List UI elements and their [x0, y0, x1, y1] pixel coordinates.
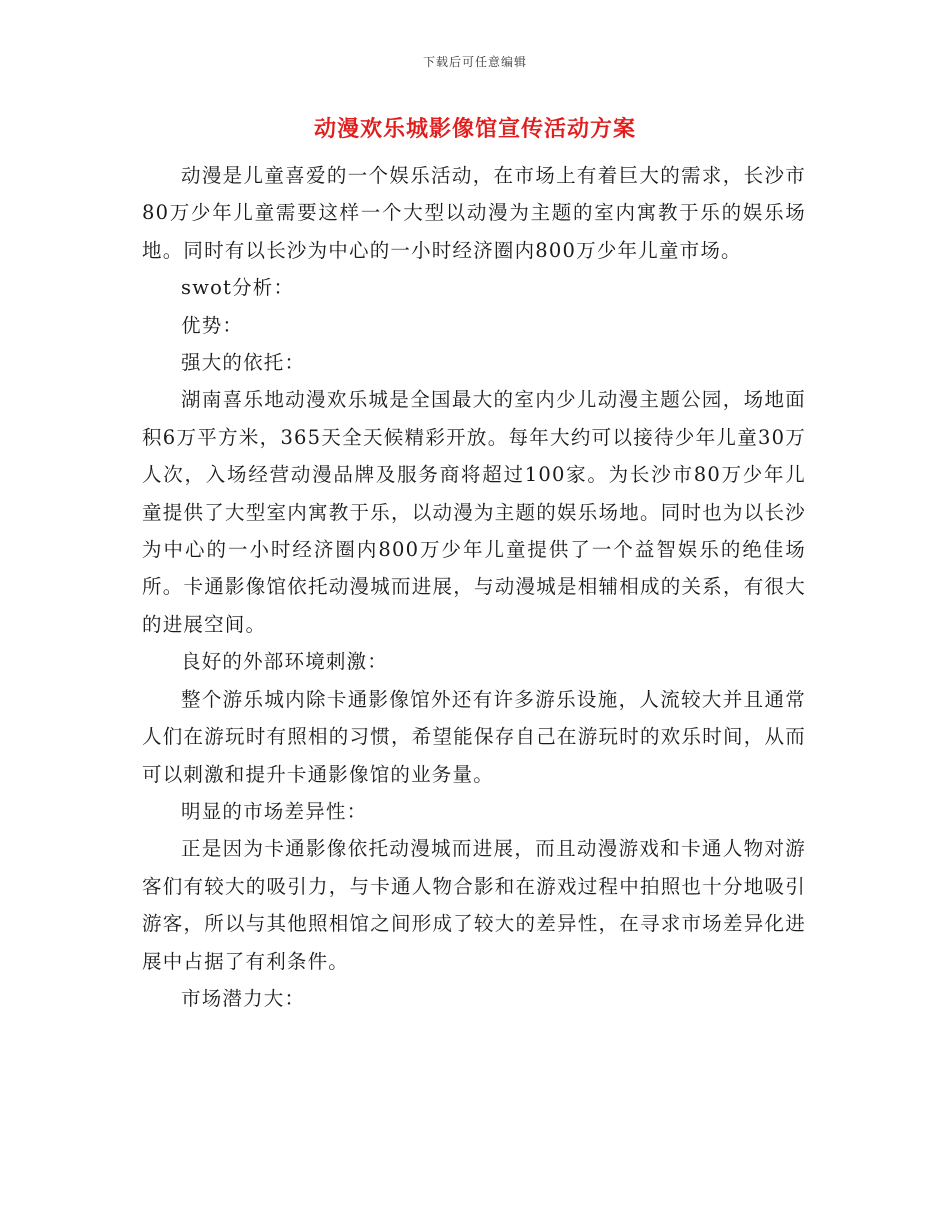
paragraph-difference-body: 正是因为卡通影像依托动漫城而进展，而且动漫游戏和卡通人物对游客们有较大的吸引力，与卡通人物合影和在游戏过程中拍照也十分地吸引游客，所以与其他照相馆之间形成了较大的差异性，在寻求市场差异化进展中占据了有利条件。 — [142, 837, 806, 973]
document-body — [142, 157, 806, 1017]
paragraph-difference-heading: 明显的市场差异性： — [181, 799, 368, 823]
paragraph-support-body: 湖南喜乐地动漫欢乐城是全国最大的室内少儿动漫主题公园，场地面积6万平方米，365天全天候精彩开放。每年大约可以接待少年儿童30万人次，入场经营动漫品牌及服务商将超过100家。为长沙市80万少年儿童提供了大型室内寓教于乐，以动漫为主题的娱乐场地。同时也为以长沙为中心的一小时经济圈内800万少年儿童提供了一个益智娱乐的绝佳场所。卡通影像馆依托动漫城而进展，与动漫城是相辅相成的关系，有很大的进展空间。 — [142, 388, 806, 636]
document-title: 动漫欢乐城影像馆宣传活动方案 — [313, 116, 636, 142]
paragraph-potential-heading: 市场潜力大： — [181, 986, 306, 1010]
paragraph-support-heading: 强大的依托： — [181, 351, 306, 375]
paragraph-strengths-heading: 优势： — [181, 313, 244, 337]
paragraph-environment-body: 整个游乐城内除卡通影像馆外还有许多游乐设施，人流较大并且通常人们在游玩时有照相的习惯，希望能保存自己在游玩时的欢乐时间，从而可以刺激和提升卡通影像馆的业务量。 — [142, 687, 806, 786]
paragraph-intro: 动漫是儿童喜爱的一个娱乐活动，在市场上有着巨大的需求，长沙市80万少年儿童需要这样一个大型以动漫为主题的室内寓教于乐的娱乐场地。同时有以长沙为中心的一小时经济圈内800万少年儿童市场。 — [142, 164, 806, 262]
paragraph-environment-heading: 良好的外部环境刺激： — [181, 650, 389, 674]
paragraph-swot-heading: swot分析： — [181, 276, 295, 300]
page-header-note: 下载后可任意编辑 — [422, 55, 527, 69]
